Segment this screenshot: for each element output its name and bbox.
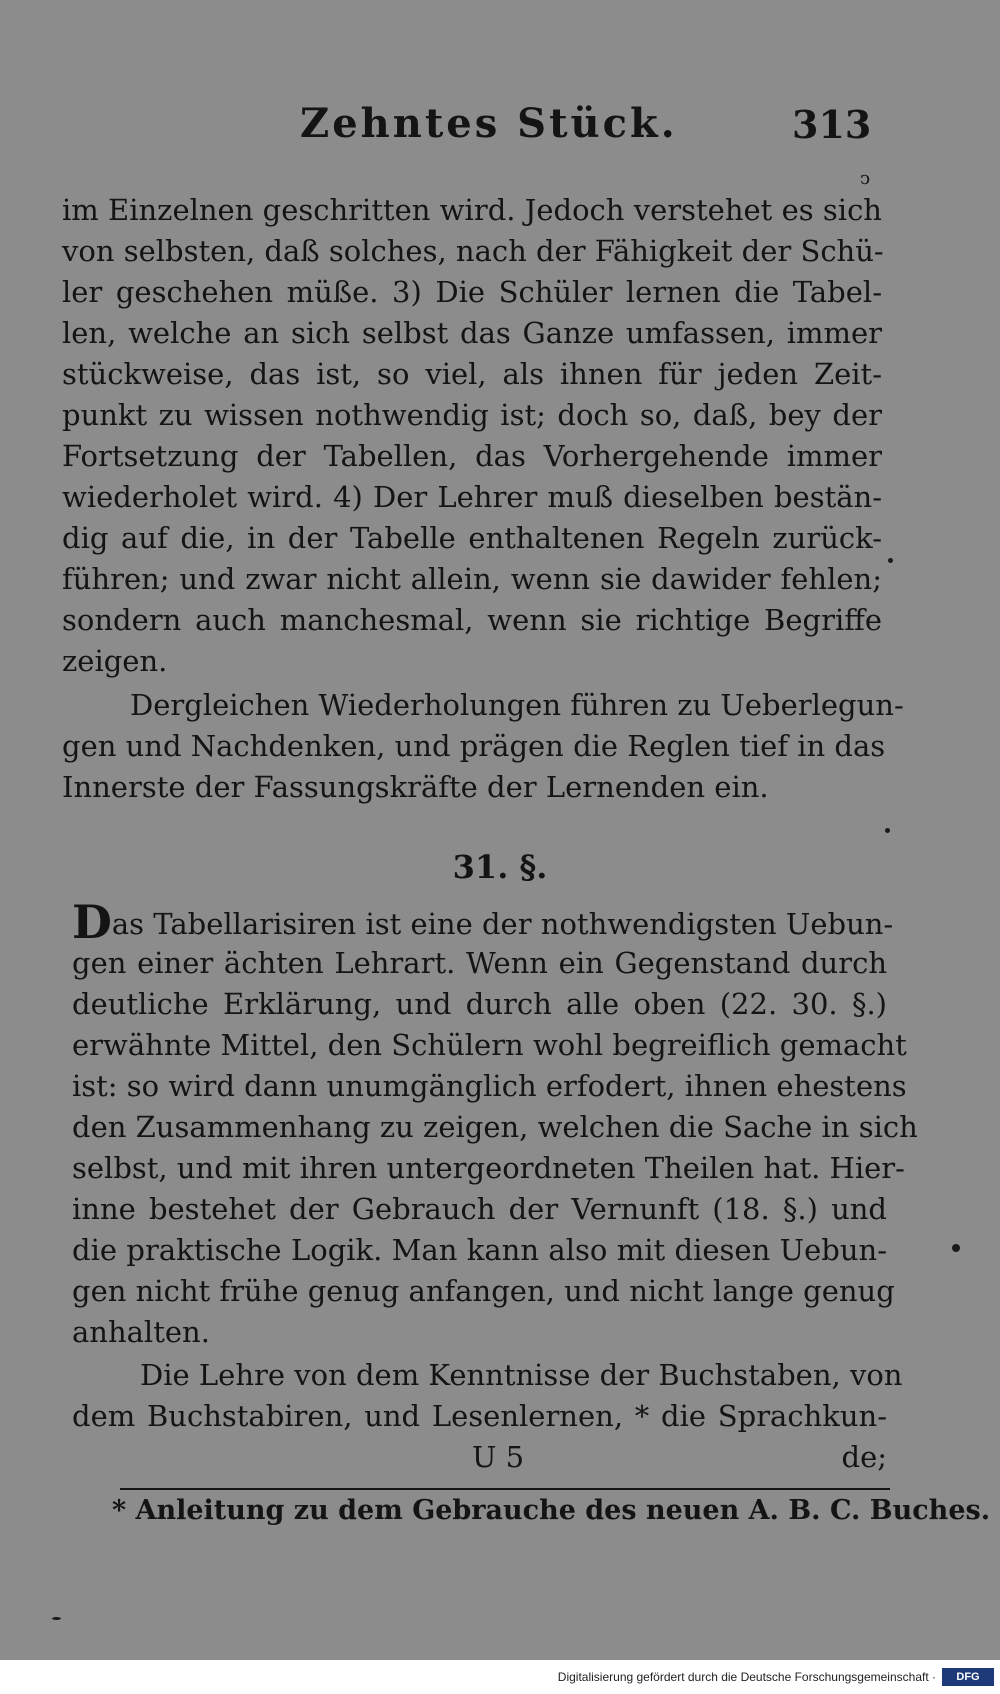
text-line: Die Lehre von dem Kenntnisse der Buchstaben, von xyxy=(140,1358,903,1392)
running-title: Zehntes Stück. xyxy=(300,100,678,147)
text-line: Dergleichen Wiederholungen führen zu Ueberlegun- xyxy=(130,688,904,722)
text-line: inne bestehet der Gebrauch der Vernunft (18. §.) und xyxy=(72,1192,887,1226)
text-line: gen nicht frühe genug anfangen, und nicht lange genug xyxy=(72,1274,895,1308)
paragraph-continuation xyxy=(62,190,882,682)
text-line: selbst, und mit ihren untergeordneten Theilen hat. Hier- xyxy=(72,1151,905,1185)
text-line: sondern auch manchesmal, wenn sie richtige Begriffe xyxy=(62,603,882,637)
text-line: punkt zu wissen nothwendig ist; doch so, daß, bey der xyxy=(62,398,882,432)
text-line: zeigen. xyxy=(62,644,168,678)
signature-mark: U 5 xyxy=(472,1440,525,1474)
text-line: ist: so wird dann unumgänglich erfodert, ihnen ehestens xyxy=(72,1069,907,1103)
text-line: wiederholet wird. 4) Der Lehrer muß dieselben bestän- xyxy=(62,480,882,514)
text-line: deutliche Erklärung, und durch alle oben (22. 30. §.) xyxy=(72,987,887,1021)
speck xyxy=(888,558,893,563)
drop-cap: D xyxy=(72,895,112,949)
dfg-logo: DFG xyxy=(942,1668,994,1686)
footnote-rule xyxy=(120,1488,890,1490)
speck xyxy=(952,1244,960,1252)
signature-row xyxy=(72,1440,887,1480)
text-line: stückweise, das ist, so viel, als ihnen für jeden Zeit- xyxy=(62,357,882,391)
text-line: führen; und zwar nicht allein, wenn sie dawider fehlen; xyxy=(62,562,882,596)
text-line: ler geschehen müße. 3) Die Schüler lernen die Tabel- xyxy=(62,275,882,309)
paragraph-wiederholungen xyxy=(62,685,904,808)
running-header xyxy=(0,100,1000,160)
text-line: Fortsetzung der Tabellen, das Vorhergehende immer xyxy=(62,439,882,473)
section-heading: 31. §. xyxy=(452,848,548,886)
text-line: erwähnte Mittel, den Schülern wohl begreiflich gemacht xyxy=(72,1028,907,1062)
page-number: 313 xyxy=(792,102,872,147)
text-line: den Zusammenhang zu zeigen, welchen die Sache in sich xyxy=(72,1110,918,1144)
text-line: Innerste der Fassungskräfte der Lernenden ein. xyxy=(62,770,769,804)
text-line: len, welche an sich selbst das Ganze umfassen, immer xyxy=(62,316,882,350)
text-line-first xyxy=(72,895,894,949)
text-line: dig auf die, in der Tabelle enthaltenen Regeln zurück- xyxy=(62,521,882,555)
paragraph-lehre xyxy=(72,1355,903,1437)
speck xyxy=(52,1617,61,1620)
footer-bar xyxy=(0,1660,1000,1694)
text-line: im Einzelnen geschritten wird. Jedoch verstehet es sich xyxy=(62,193,882,227)
text-line: von selbsten, daß solches, nach der Fähigkeit der Schü- xyxy=(62,234,884,268)
speck xyxy=(885,828,890,833)
section-paragraph xyxy=(72,895,918,1353)
footer-credit: Digitalisierung gefördert durch die Deutsche Forschungsgemeinschaft · xyxy=(557,1670,936,1684)
first-line-text: as Tabellarisiren ist eine der nothwendigsten Uebun- xyxy=(111,907,894,941)
catchword: de; xyxy=(841,1440,887,1474)
text-line: gen und Nachdenken, und prägen die Reglen tief in das xyxy=(62,729,886,763)
text-line: gen einer ächten Lehrart. Wenn ein Gegenstand durch xyxy=(72,946,887,980)
text-line: die praktische Logik. Man kann also mit diesen Uebun- xyxy=(72,1233,887,1267)
text-line: dem Buchstabiren, und Lesenlernen, * die Sprachkun- xyxy=(72,1399,887,1433)
text-line: anhalten. xyxy=(72,1315,210,1349)
footnote: * Anleitung zu dem Gebrauche des neuen A. B. C. Buches. xyxy=(112,1495,991,1526)
ink-mark: ↄ xyxy=(860,168,871,189)
